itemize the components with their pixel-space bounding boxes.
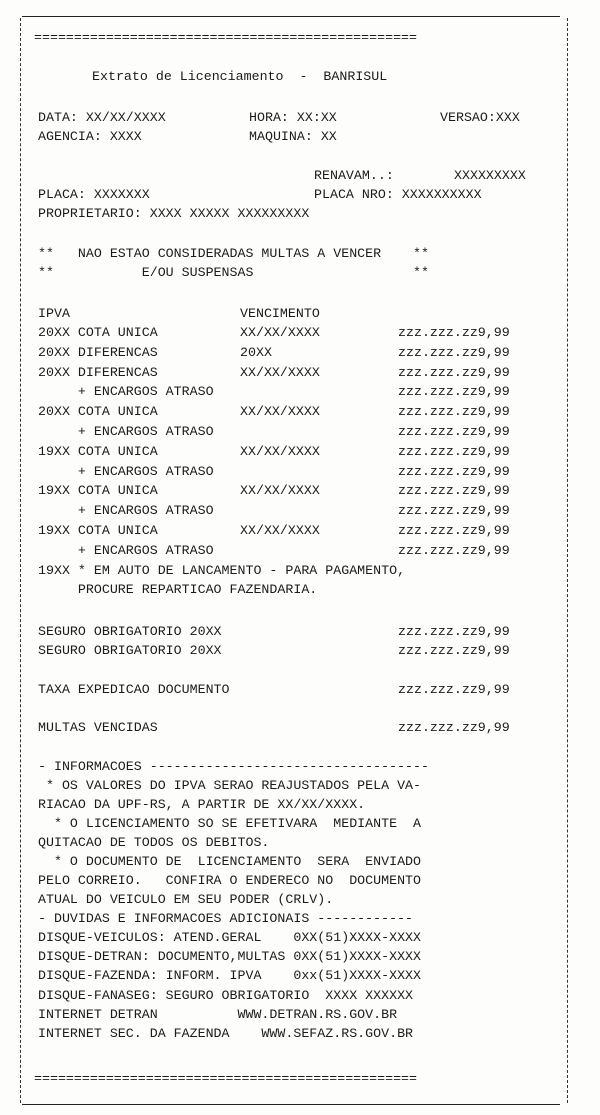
information-heading: - INFORMACOES ----------------------------------- (38, 759, 429, 774)
information-line: ATUAL DO VEICULO EM SEU PODER (CRLV). (38, 892, 334, 907)
version-field: VERSAO:XXX (440, 110, 520, 125)
help-contact-line: DISQUE-FAZENDA: INFORM. IPVA 0xx(51)XXXX-XXXX (38, 968, 422, 984)
agency-field: AGENCIA: XXXX (38, 129, 142, 144)
ipva-row-value: zzz.zzz.zz9,99 (398, 542, 510, 558)
ipva-row-desc: + ENCARGOS ATRASO (38, 542, 214, 558)
ipva-row-value: zzz.zzz.zz9,99 (398, 443, 510, 459)
ipva-row-desc: 20XX COTA UNICA (38, 325, 158, 340)
notice-line-1: ** NAO ESTAO CONSIDERADAS MULTAS A VENCER ** (38, 246, 429, 261)
auto-lancamento-line-2: PROCURE REPARTICAO FAZENDARIA. (38, 582, 318, 597)
ipva-row-due-date: XX/XX/XXXX (240, 483, 320, 499)
ipva-row-desc: 20XX COTA UNICA (38, 404, 158, 420)
top-border-line (22, 16, 560, 17)
owner-field: PROPRIETARIO: XXXX XXXXX XXXXXXXXX (38, 206, 310, 221)
machine-field: MAQUINA: XX (249, 129, 337, 144)
ipva-row-due-date: XX/XX/XXXX (240, 325, 320, 340)
fee-row-value: zzz.zzz.zz9,99 (398, 682, 510, 697)
ipva-row-due-date: XX/XX/XXXX (240, 404, 320, 420)
bottom-separator: ================================================ (34, 1071, 418, 1086)
help-heading: - DUVIDAS E INFORMACOES ADICIONAIS ------------ (38, 911, 414, 926)
renavam-value: XXXXXXXXX (454, 168, 526, 183)
document-title: Extrato de Licenciamento - BANRISUL (92, 69, 388, 84)
fee-row-desc: TAXA EXPEDICAO DOCUMENTO (38, 682, 230, 697)
ipva-row-value: zzz.zzz.zz9,99 (398, 523, 510, 538)
help-contact-line: DISQUE-VEICULOS: ATEND.GERAL 0XX(51)XXXX-XXXX (38, 930, 422, 945)
ipva-column-header: IPVA (38, 306, 70, 321)
help-contact-line: DISQUE-DETRAN: DOCUMENTO,MULTAS 0XX(51)XXXX-XXXX (38, 949, 422, 965)
auto-lancamento-line-1: 19XX * EM AUTO DE LANCAMENTO - PARA PAGAMENTO, (38, 563, 406, 578)
right-border (567, 18, 568, 1103)
ipva-row-desc: 20XX DIFERENCAS (38, 364, 158, 380)
plate-number-field: PLACA NRO: XXXXXXXXXX (314, 187, 482, 202)
ipva-row-due-date: XX/XX/XXXX (240, 364, 320, 380)
insurance-row-value: zzz.zzz.zz9,99 (398, 643, 510, 658)
date-field: DATA: XX/XX/XXXX (38, 110, 166, 125)
fines-row-desc: MULTAS VENCIDAS (38, 720, 158, 735)
ipva-row-value: zzz.zzz.zz9,99 (398, 424, 510, 439)
information-line: PELO CORREIO. CONFIRA O ENDERECO NO DOCUMENTO (38, 873, 422, 888)
ipva-row-value: zzz.zzz.zz9,99 (398, 384, 510, 400)
ipva-row-desc: + ENCARGOS ATRASO (38, 463, 214, 479)
plate-field: PLACA: XXXXXXX (38, 187, 150, 202)
due-date-column-header: VENCIMENTO (240, 306, 320, 321)
ipva-row-value: zzz.zzz.zz9,99 (398, 344, 510, 360)
left-border (20, 18, 21, 1103)
ipva-row-value: zzz.zzz.zz9,99 (398, 364, 510, 380)
notice-line-2: ** E/OU SUSPENSAS ** (38, 265, 429, 280)
ipva-row-value: zzz.zzz.zz9,99 (398, 503, 510, 519)
information-line: RIACAO DA UPF-RS, A PARTIR DE XX/XX/XXXX. (38, 797, 366, 812)
insurance-row-desc: SEGURO OBRIGATORIO 20XX (38, 643, 222, 658)
insurance-row-desc: SEGURO OBRIGATORIO 20XX (38, 624, 222, 639)
information-line: QUITACAO DE TODOS OS DEBITOS. (38, 835, 270, 850)
ipva-row-due-date: XX/XX/XXXX (240, 523, 320, 538)
ipva-row-desc: 19XX COTA UNICA (38, 483, 158, 499)
fines-row-value: zzz.zzz.zz9,99 (398, 720, 510, 735)
ipva-row-desc: 19XX COTA UNICA (38, 523, 158, 538)
ipva-row-due-date: 20XX (240, 344, 272, 360)
insurance-row-value: zzz.zzz.zz9,99 (398, 624, 510, 639)
ipva-row-desc: + ENCARGOS ATRASO (38, 384, 214, 400)
ipva-row-desc: 19XX COTA UNICA (38, 443, 158, 459)
ipva-row-value: zzz.zzz.zz9,99 (398, 404, 510, 420)
information-line: * O DOCUMENTO DE LICENCIAMENTO SERA ENVIADO (38, 854, 422, 869)
ipva-row-desc: + ENCARGOS ATRASO (38, 424, 214, 439)
ipva-row-value: zzz.zzz.zz9,99 (398, 325, 510, 340)
help-contact-line: INTERNET SEC. DA FAZENDA WWW.SEFAZ.RS.GOV.BR (38, 1026, 414, 1041)
information-line: * OS VALORES DO IPVA SERAO REAJUSTADOS PELA VA- (38, 778, 422, 793)
time-field: HORA: XX:XX (249, 110, 337, 125)
information-line: * O LICENCIAMENTO SO SE EFETIVARA MEDIANTE A (38, 816, 422, 831)
help-contact-line: INTERNET DETRAN WWW.DETRAN.RS.GOV.BR (38, 1006, 398, 1022)
top-separator: ================================================ (34, 30, 418, 45)
bottom-border-line (22, 1104, 560, 1105)
help-contact-line: DISQUE-FANASEG: SEGURO OBRIGATORIO XXXX XXXXXX (38, 987, 414, 1003)
ipva-row-value: zzz.zzz.zz9,99 (398, 483, 510, 499)
ipva-row-due-date: XX/XX/XXXX (240, 443, 320, 459)
ipva-row-desc: + ENCARGOS ATRASO (38, 503, 214, 519)
renavam-label: RENAVAM..: (314, 168, 394, 183)
ipva-row-value: zzz.zzz.zz9,99 (398, 463, 510, 479)
ipva-row-desc: 20XX DIFERENCAS (38, 344, 158, 360)
